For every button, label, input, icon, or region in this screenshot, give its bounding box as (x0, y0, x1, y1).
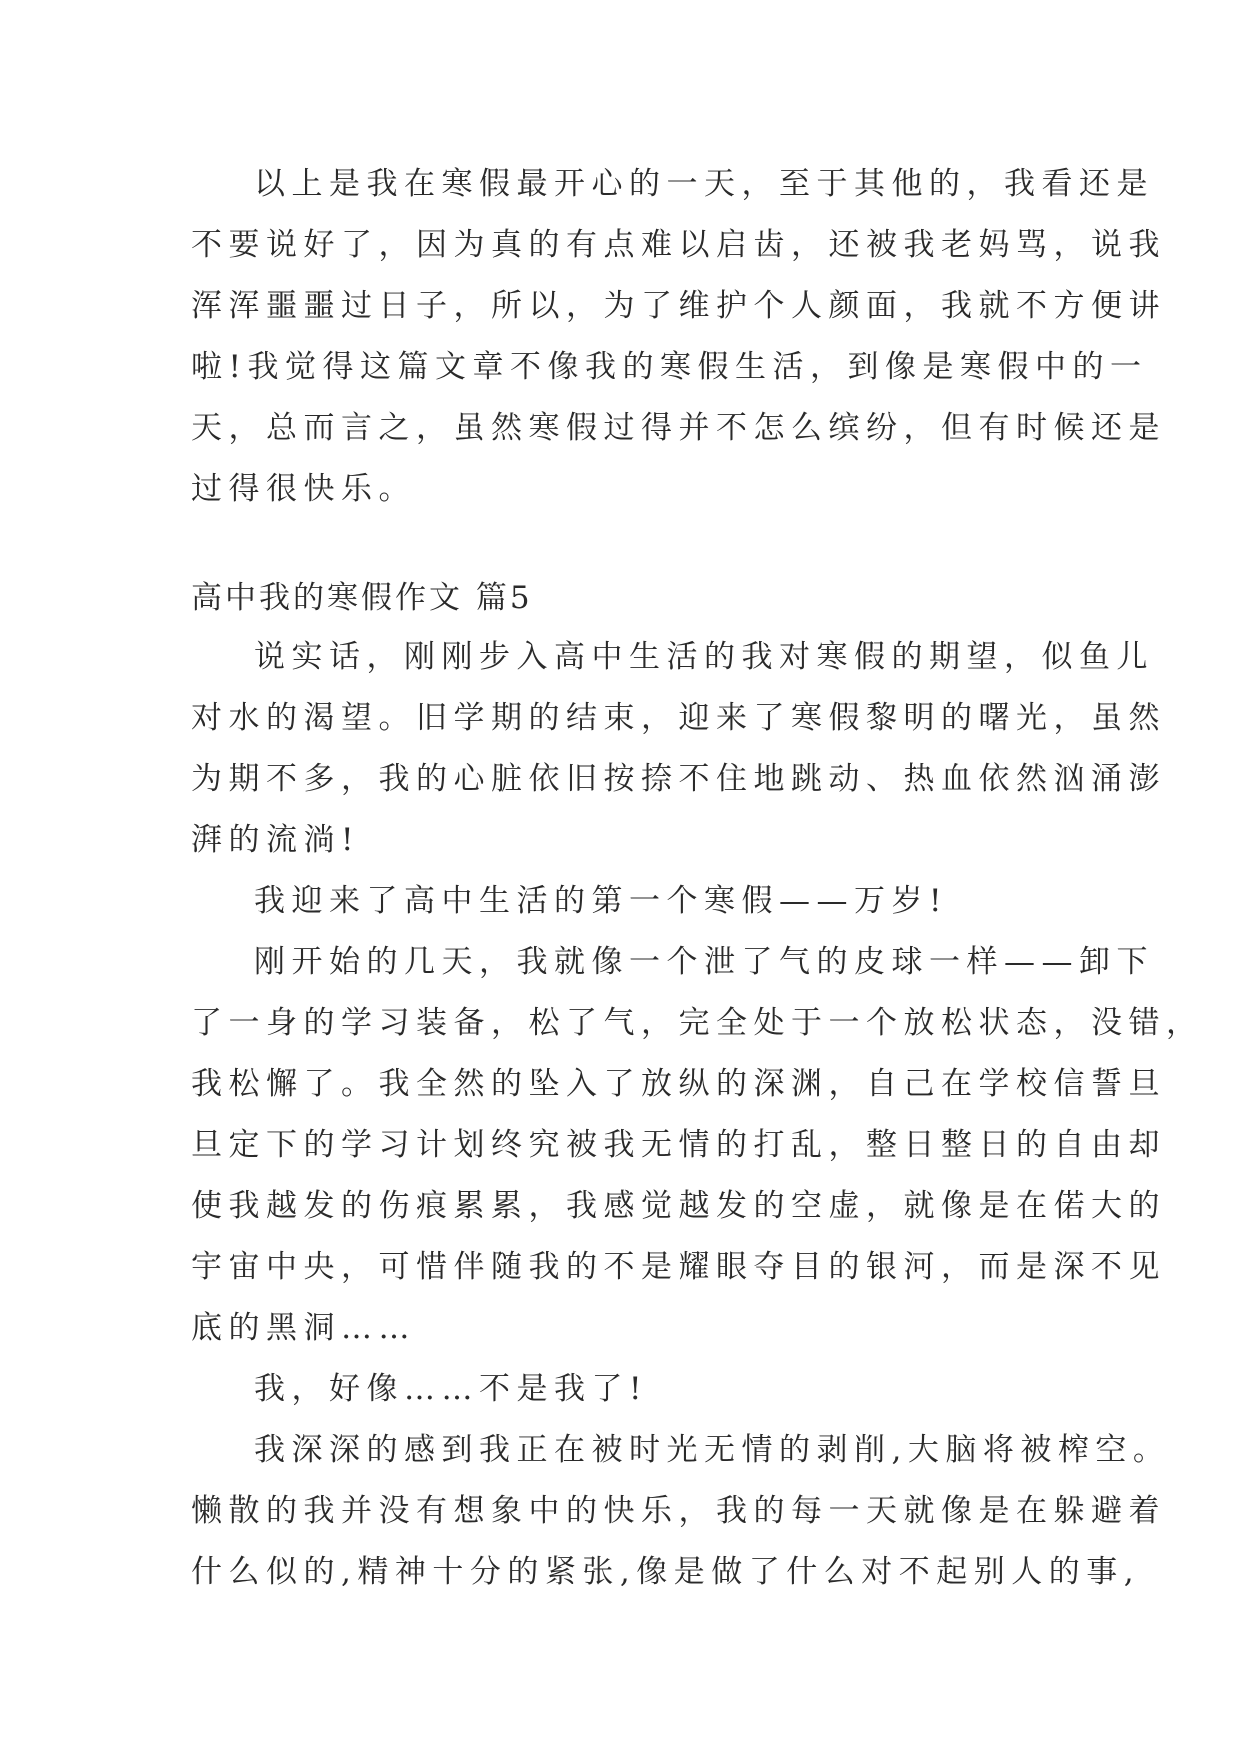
paragraph-line: 使我越发的伤痕累累，我感觉越发的空虚，就像是在偌大的 (191, 1188, 1166, 1224)
paragraph-line: 天，总而言之，虽然寒假过得并不怎么缤纷，但有时候还是 (191, 410, 1166, 446)
paragraph-line: 旦定下的学习计划终究被我无情的打乱，整日整日的自由却 (191, 1127, 1166, 1163)
paragraph-line: 过得很快乐。 (191, 471, 416, 507)
paragraph-line: 啦!我觉得这篇文章不像我的寒假生活，到像是寒假中的一 (191, 349, 1148, 385)
paragraph-line: 不要说好了，因为真的有点难以启齿，还被我老妈骂，说我 (191, 227, 1166, 263)
paragraph-line: 湃的流淌! (191, 822, 360, 858)
section-heading: 高中我的寒假作文 篇5 (191, 580, 533, 616)
paragraph-line: 了一身的学习装备，松了气，完全处于一个放松状态，没错， (191, 1005, 1204, 1041)
paragraph-line: 什么似的,精神十分的紧张,像是做了什么对不起别人的事, (191, 1554, 1141, 1590)
paragraph-line: 底的黑洞…… (191, 1310, 416, 1346)
paragraph-line: 我松懈了。我全然的坠入了放纵的深渊，自己在学校信誓旦 (191, 1066, 1166, 1102)
paragraph-line: 我迎来了高中生活的第一个寒假——万岁! (254, 883, 948, 919)
paragraph-line: 宇宙中央，可惜伴随我的不是耀眼夺目的银河，而是深不见 (191, 1249, 1166, 1285)
paragraph-line: 浑浑噩噩过日子，所以，为了维护个人颜面，我就不方便讲 (191, 288, 1166, 324)
paragraph-line: 刚开始的几天，我就像一个泄了气的皮球一样——卸下 (254, 944, 1154, 980)
paragraph-line: 懒散的我并没有想象中的快乐，我的每一天就像是在躲避着 (191, 1493, 1166, 1529)
paragraph-line: 我深深的感到我正在被时光无情的剥削,大脑将被榨空。 (254, 1432, 1171, 1468)
paragraph-line: 对水的渴望。旧学期的结束，迎来了寒假黎明的曙光，虽然 (191, 700, 1166, 736)
paragraph-line: 为期不多，我的心脏依旧按捺不住地跳动、热血依然汹涌澎 (191, 761, 1166, 797)
paragraph-line: 我，好像……不是我了! (254, 1371, 648, 1407)
paragraph-line: 说实话，刚刚步入高中生活的我对寒假的期望，似鱼儿 (254, 639, 1154, 675)
paragraph-line: 以上是我在寒假最开心的一天，至于其他的，我看还是 (254, 166, 1154, 202)
